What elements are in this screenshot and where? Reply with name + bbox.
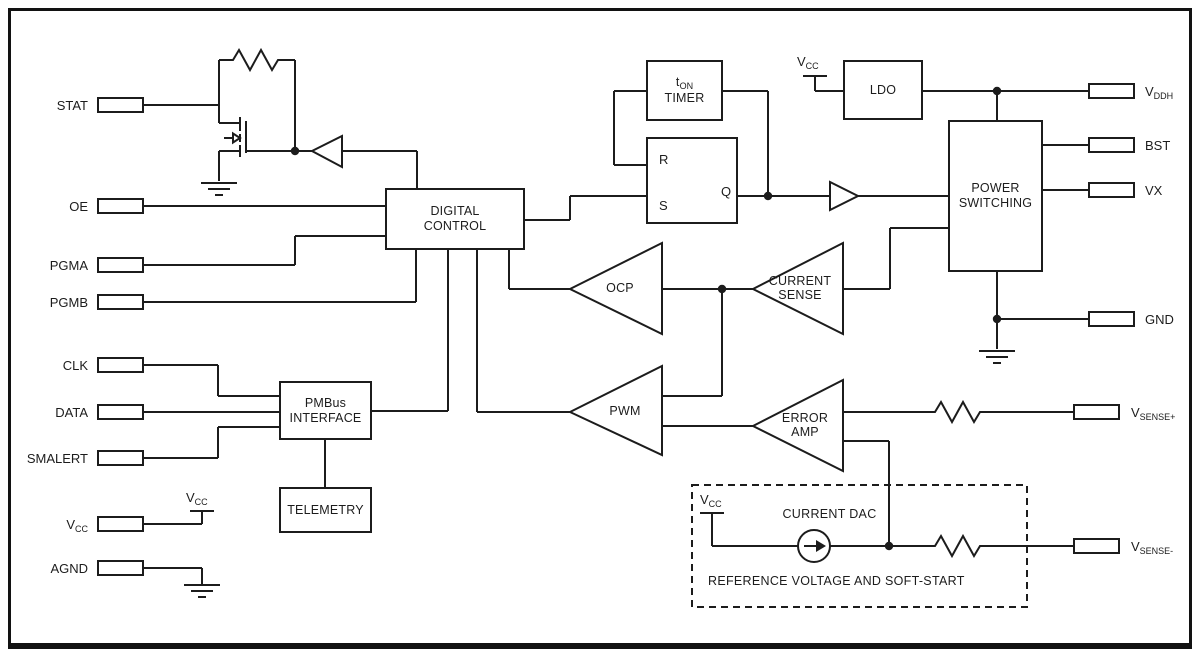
block-label: LDO <box>869 82 897 97</box>
agnd-wire <box>144 568 202 585</box>
block-label: INTERFACE <box>289 410 362 425</box>
ldo-block <box>843 60 923 120</box>
rs-flipflop-block <box>646 137 738 224</box>
mosfet-icon <box>219 117 246 181</box>
block-label: SWITCHING <box>958 196 1033 210</box>
junction-dot <box>993 315 1001 323</box>
pin-clk <box>97 357 144 373</box>
pin-label-vddh: $V_{DDH}$ <box>1145 84 1174 101</box>
inverter-input-wire <box>342 151 417 188</box>
block-label: POWER <box>971 181 1020 195</box>
pmbus-to-control-wire <box>372 250 448 411</box>
pin-label-pgma: PGMA <box>49 258 88 273</box>
pin-vddh <box>1088 83 1135 99</box>
clk-wire <box>144 365 279 396</box>
vcc-pin-wire <box>144 511 214 524</box>
ocp-label: OCP <box>606 281 634 295</box>
pin-gnd <box>1088 311 1135 327</box>
block-label: $t_{ON}$ <box>675 75 694 91</box>
block-label: PMBus <box>304 395 347 410</box>
ground-icon <box>979 351 1015 363</box>
flipflop-q-label: Q <box>721 184 732 199</box>
junction-dot <box>291 147 299 155</box>
vcc-label-dac: $V_{CC}$ <box>700 492 722 509</box>
set-wire <box>525 196 646 220</box>
pin-pgmb <box>97 294 144 310</box>
pin-label-oe: OE <box>69 199 88 214</box>
vcc-tap-ldo <box>803 76 843 91</box>
reference-block-shapes <box>692 485 1073 607</box>
junction-dot <box>993 87 1001 95</box>
block-label: DIGITAL <box>430 204 480 218</box>
block-label: TIMER <box>664 91 705 105</box>
junction-dot <box>885 542 893 550</box>
inverter-icon <box>312 136 342 167</box>
pin-data <box>97 404 144 420</box>
junction-dot <box>764 192 772 200</box>
pgma-wire <box>144 236 385 265</box>
power-switching-block <box>948 120 1043 272</box>
ocp-output-wire <box>509 250 570 289</box>
pin-label-agnd: AGND <box>50 561 88 576</box>
pin-vx <box>1088 182 1135 198</box>
pin-vsense-plus <box>1073 404 1120 420</box>
pmbus-wires <box>144 250 448 487</box>
block-label: CONTROL <box>423 219 487 233</box>
ground-icon <box>184 585 220 597</box>
vcc-label-ldo: $V_{CC}$ <box>797 54 819 71</box>
smalert-wire <box>144 427 279 458</box>
control-input-wires <box>144 206 416 302</box>
sense-to-pwm-wire <box>662 289 722 396</box>
pin-label-gnd: GND <box>1145 312 1174 327</box>
pin-label-vsense-plus: $V_{SENSE+}$ <box>1131 405 1176 422</box>
junction-dot <box>718 285 726 293</box>
pin-pgma <box>97 257 144 273</box>
pin-label-stat: STAT <box>56 98 88 113</box>
pullup-resistor <box>219 50 295 70</box>
timer-to-reset-wire <box>614 91 646 165</box>
mosfet-source <box>219 151 240 181</box>
vcc-label-pin: $V_{CC}$ <box>186 490 208 507</box>
reference-box-caption: REFERENCE VOLTAGE AND SOFT-START <box>708 574 965 588</box>
block-label: TELEMETRY <box>287 502 364 517</box>
digital-control-block <box>385 188 525 250</box>
flipflop-r-label: R <box>659 152 669 167</box>
error-amp-label: ERROR AMP <box>781 411 829 439</box>
pin-vcc <box>97 516 144 532</box>
pin-label-vsense-minus: $V_{SENSE-}$ <box>1131 539 1174 556</box>
pwm-label: PWM <box>609 404 641 418</box>
stat-circuit <box>144 50 417 195</box>
current-sense-label: CURRENT SENSE <box>768 274 832 302</box>
telemetry-block <box>279 487 372 533</box>
pin-bst <box>1088 137 1135 153</box>
current-dac-label: CURRENT DAC <box>782 507 877 521</box>
pin-stat <box>97 97 144 113</box>
vsense-plus-resistor-wire <box>843 402 1073 422</box>
pin-label-pgmb: PGMB <box>49 295 88 310</box>
pin-label-smalert: SMALERT <box>26 451 88 466</box>
pin-label-vcc: $V_{CC}$ <box>66 517 88 534</box>
supply-pin-wires <box>144 511 220 597</box>
pin-label-bst: BST <box>1145 138 1171 153</box>
current-sense-input-wire <box>843 228 948 289</box>
error-amp-ref-wire <box>843 441 889 546</box>
pgmb-wire <box>144 250 416 302</box>
flipflop-s-label: S <box>659 198 668 213</box>
mosfet-body-arrow <box>233 134 240 143</box>
pmbus-interface-block <box>279 381 372 440</box>
gate-driver-buffer-icon <box>830 182 858 210</box>
pin-vsense-minus <box>1073 538 1120 554</box>
vsense-minus-resistor-wire <box>830 536 1073 556</box>
pin-label-clk: CLK <box>62 358 88 373</box>
pin-label-vx: VX <box>1145 183 1163 198</box>
pin-label-data: DATA <box>55 405 88 420</box>
pwm-output-wire <box>477 250 570 412</box>
ton-timer-block <box>646 60 723 121</box>
pin-oe <box>97 198 144 214</box>
ground-icon <box>201 183 237 195</box>
pin-smalert <box>97 450 144 466</box>
pin-agnd <box>97 560 144 576</box>
